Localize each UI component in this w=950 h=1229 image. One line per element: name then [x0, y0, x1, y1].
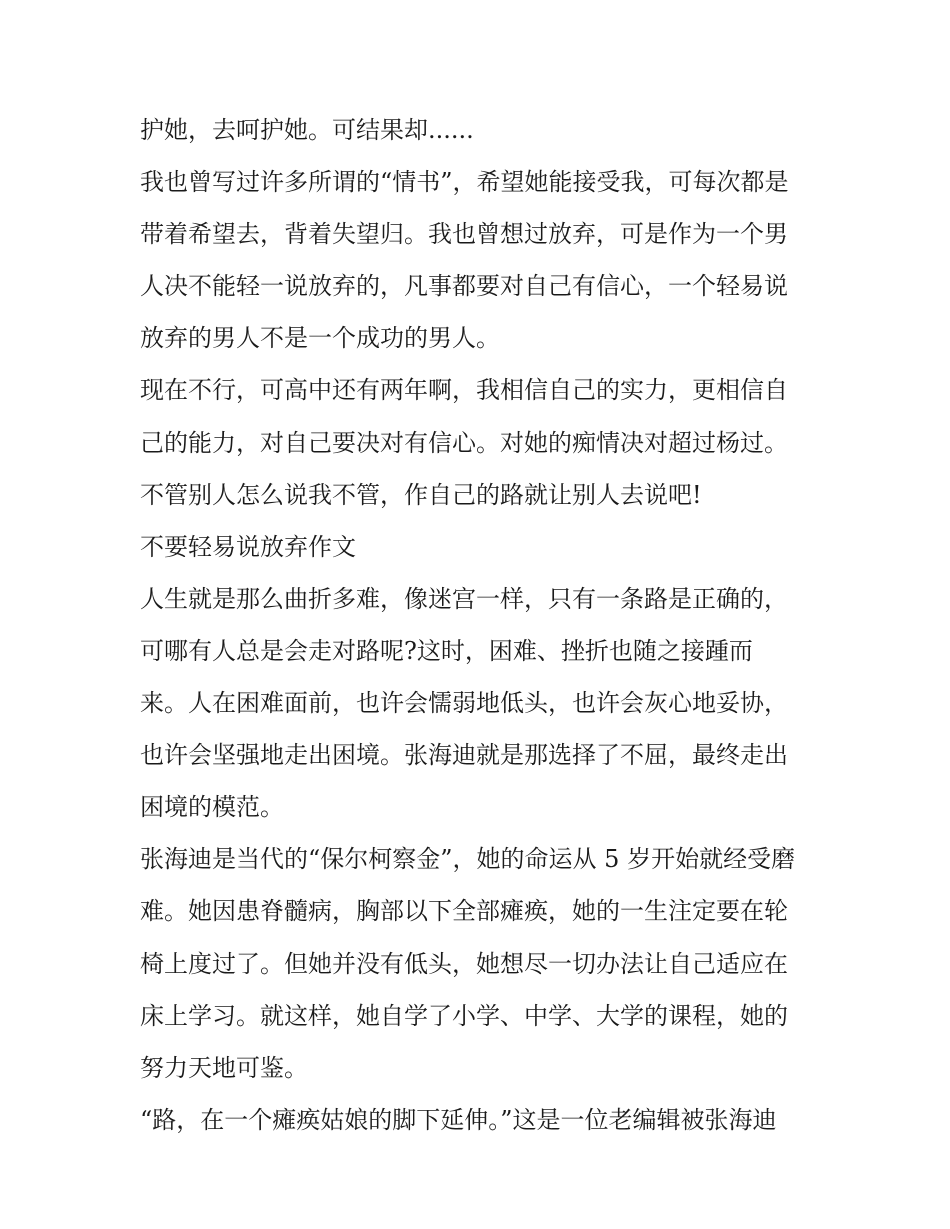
text-line: 困境的模范。	[140, 793, 284, 822]
text-line: 也许会坚强地走出困境。张海迪就是那选择了不屈，最终走出	[140, 741, 788, 770]
document-body	[140, 108, 820, 1150]
text-line: 可哪有人总是会走对路呢?这时，困难、挫折也随之接踵而	[140, 636, 753, 665]
text-line: 护她，去呵护她。可结果却......	[140, 116, 474, 144]
section-heading: 不要轻易说放弃作文	[140, 532, 356, 561]
text-line: 带着希望去，背着失望归。我也曾想过放弃，可是作为一个男	[140, 220, 788, 249]
text-line: 张海迪是当代的“保尔柯察金”，她的命运从 5 岁开始就经受磨	[140, 845, 796, 874]
text-line: 来。人在困难面前，也许会懦弱地低头，也许会灰心地妥协，	[140, 689, 788, 718]
text-line: 努力天地可鉴。	[140, 1053, 308, 1082]
text-line: 床上学习。就这样，她自学了小学、中学、大学的课程，她的	[140, 1001, 788, 1030]
text-line: 己的能力，对自己要决对有信心。对她的痴情决对超过杨过。	[140, 428, 788, 457]
text-line: 放弃的男人不是一个成功的男人。	[140, 324, 500, 353]
text-line: 难。她因患脊髓病，胸部以下全部瘫痪，她的一生注定要在轮	[140, 897, 788, 926]
text-line: 人决不能轻一说放弃的，凡事都要对自己有信心，一个轻易说	[140, 272, 788, 301]
text-line: 不管别人怎么说我不管，作自己的路就让别人去说吧!	[140, 480, 702, 509]
text-line: 现在不行，可高中还有两年啊，我相信自己的实力，更相信自	[140, 376, 788, 405]
text-line: 椅上度过了。但她并没有低头，她想尽一切办法让自己适应在	[140, 949, 788, 978]
text-line: 人生就是那么曲折多难，像迷宫一样，只有一条路是正确的，	[140, 584, 788, 613]
text-line: 我也曾写过许多所谓的“情书”，希望她能接受我，可每次都是	[140, 168, 789, 197]
text-line: “路，在一个瘫痪姑娘的脚下延伸。”这是一位老编辑被张海迪	[140, 1105, 777, 1134]
